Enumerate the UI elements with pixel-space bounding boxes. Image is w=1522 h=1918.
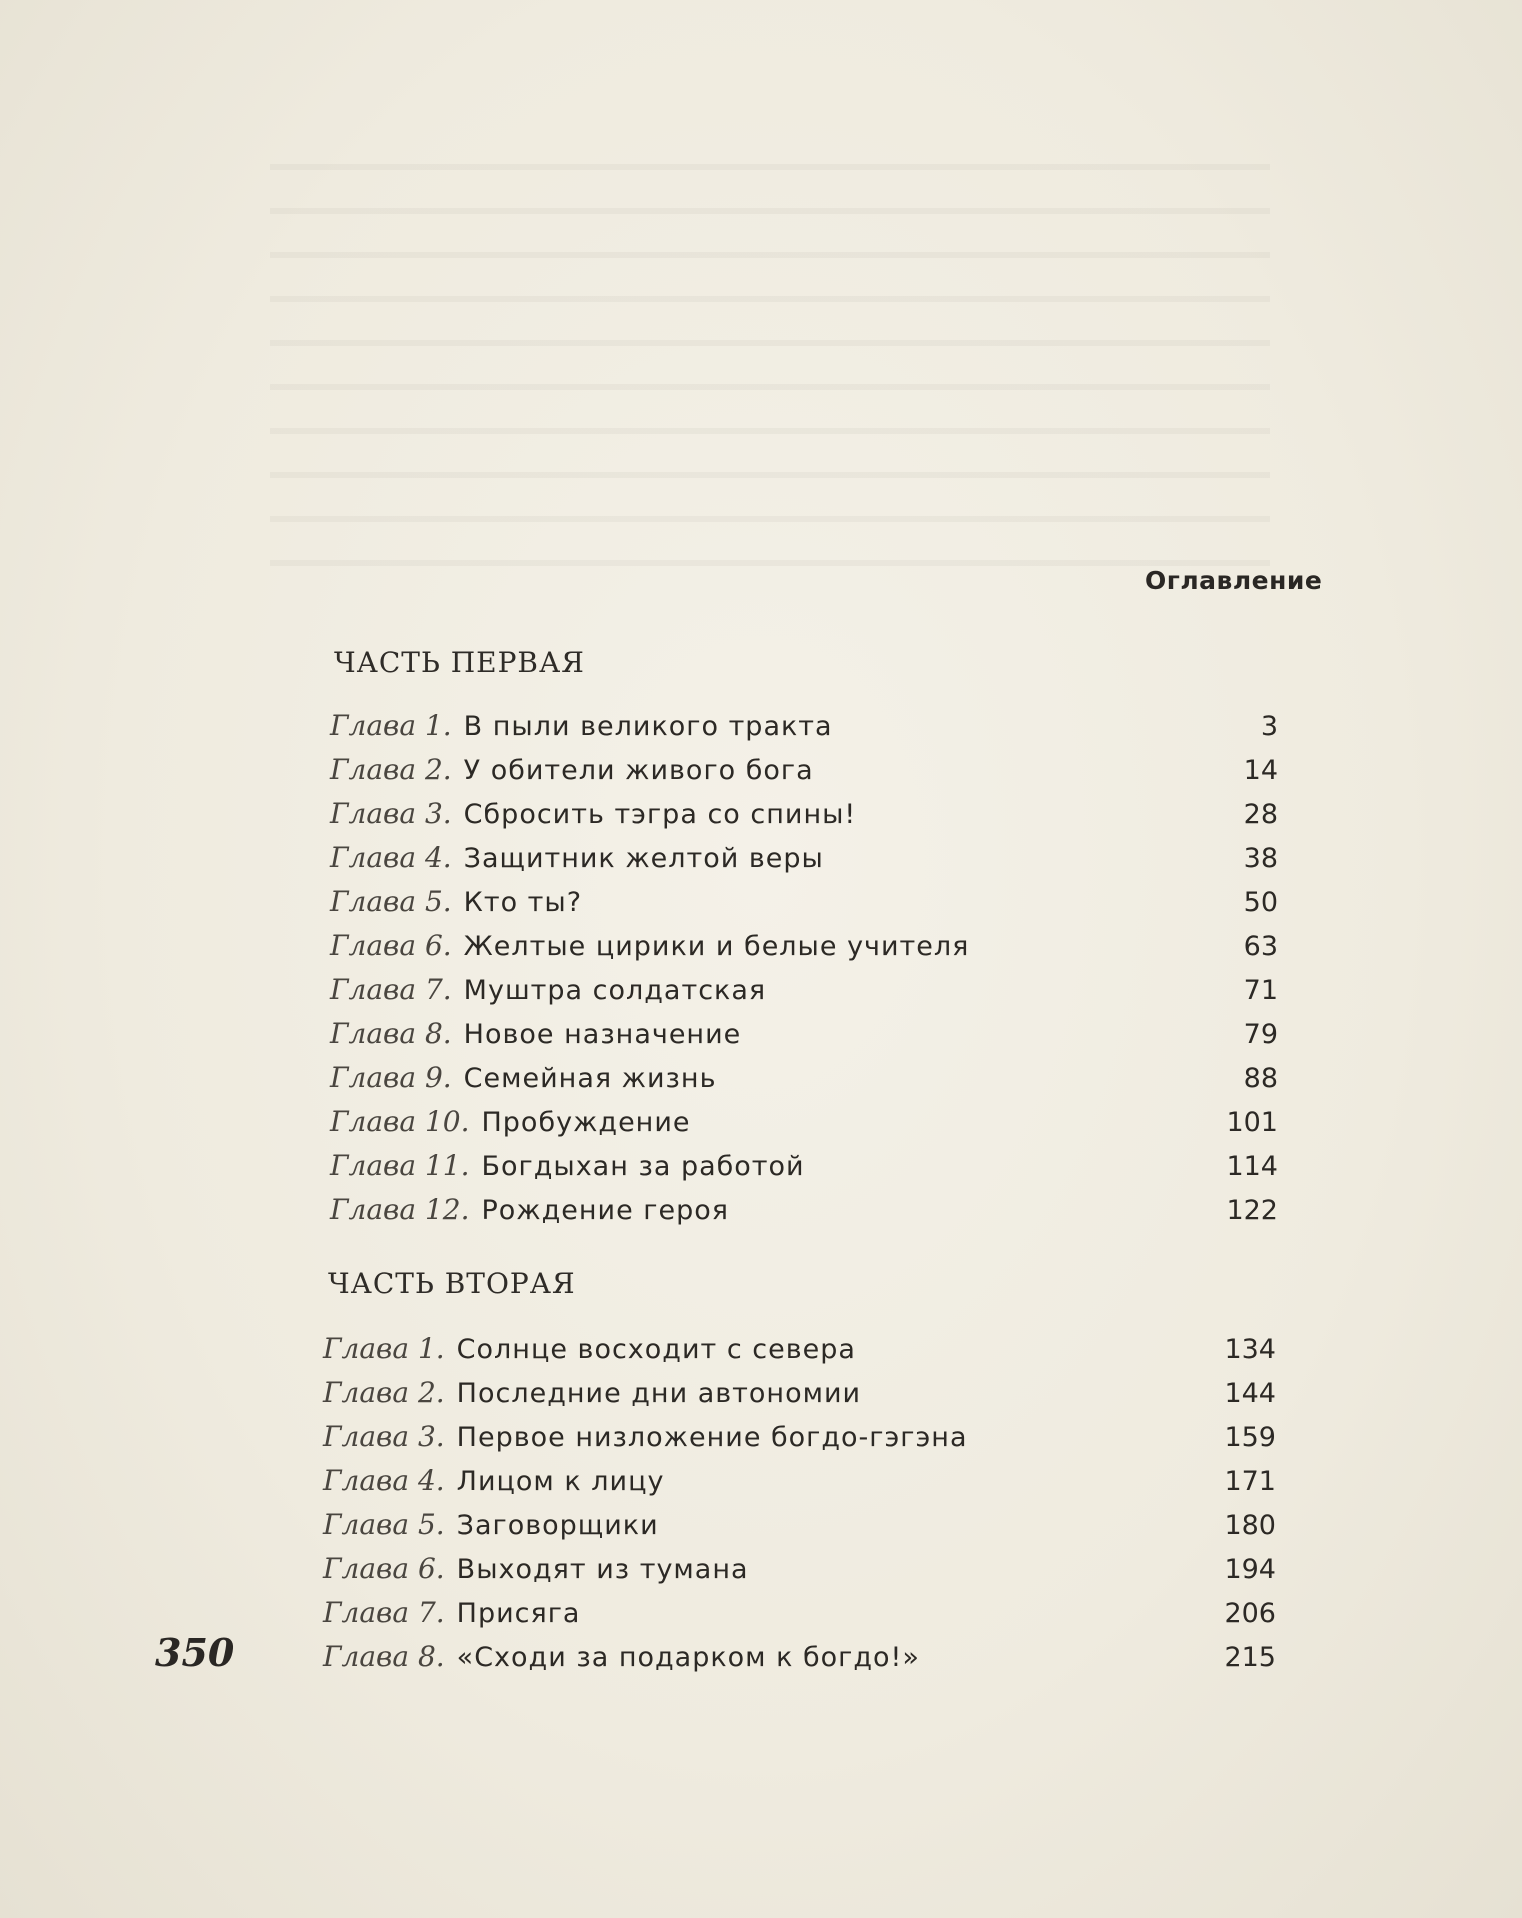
chapter-page-number: 3 — [1260, 711, 1278, 742]
bleed-through-texture — [270, 140, 1270, 580]
chapter-label: Глава 8. — [330, 1017, 452, 1050]
toc-entry — [323, 1459, 1276, 1503]
chapter-label: Глава 1. — [323, 1332, 445, 1365]
chapter-page-number: 144 — [1224, 1378, 1276, 1409]
chapter-page-number: 38 — [1243, 843, 1278, 874]
part-title: ЧАСТЬ ВТОРАЯ — [328, 1267, 576, 1300]
chapter-title: В пыли великого тракта — [463, 711, 833, 742]
toc-entry — [330, 836, 1278, 880]
chapter-title: Выходят из тумана — [456, 1554, 749, 1585]
chapter-title: Лицом к лицу — [456, 1466, 665, 1497]
part-title: ЧАСТЬ ПЕРВАЯ — [334, 646, 585, 679]
toc-entry — [330, 1100, 1278, 1144]
chapter-page-number: 79 — [1243, 1019, 1278, 1050]
chapter-title: Муштра солдатская — [463, 975, 767, 1006]
chapter-title: Пробуждение — [481, 1107, 691, 1138]
toc-entry — [330, 1012, 1278, 1056]
chapter-page-number: 194 — [1224, 1554, 1276, 1585]
chapter-label: Глава 7. — [330, 973, 452, 1006]
chapter-title: Последние дни автономии — [456, 1378, 862, 1409]
chapter-title: Богдыхан за работой — [481, 1151, 805, 1182]
toc-entry — [330, 1188, 1278, 1232]
chapter-title: Новое назначение — [463, 1019, 742, 1050]
chapter-title: Желтые цирики и белые учителя — [463, 931, 970, 962]
chapter-label: Глава 7. — [323, 1596, 445, 1629]
toc-entry — [323, 1415, 1276, 1459]
chapter-page-number: 215 — [1224, 1642, 1276, 1673]
toc-entry — [330, 748, 1278, 792]
chapter-label: Глава 5. — [323, 1508, 445, 1541]
chapter-label: Глава 3. — [323, 1420, 445, 1453]
chapter-title: Присяга — [456, 1598, 581, 1629]
chapter-label: Глава 2. — [330, 753, 452, 786]
chapter-label: Глава 12. — [330, 1193, 470, 1226]
toc-entry — [330, 968, 1278, 1012]
chapter-page-number: 206 — [1224, 1598, 1276, 1629]
chapter-page-number: 114 — [1226, 1151, 1278, 1182]
chapter-title: Заговорщики — [456, 1510, 659, 1541]
chapter-label: Глава 9. — [330, 1061, 452, 1094]
chapter-label: Глава 4. — [330, 841, 452, 874]
toc-entry — [330, 1056, 1278, 1100]
chapter-page-number: 50 — [1243, 887, 1278, 918]
toc-entry — [330, 704, 1278, 748]
toc-entry — [330, 924, 1278, 968]
chapter-page-number: 122 — [1226, 1195, 1278, 1226]
chapter-page-number: 101 — [1226, 1107, 1278, 1138]
toc-entry — [330, 792, 1278, 836]
chapter-page-number: 88 — [1243, 1063, 1278, 1094]
chapter-title: Кто ты? — [463, 887, 583, 918]
chapter-label: Глава 4. — [323, 1464, 445, 1497]
toc-list-part-2 — [323, 1327, 1276, 1679]
chapter-page-number: 180 — [1224, 1510, 1276, 1541]
chapter-label: Глава 6. — [323, 1552, 445, 1585]
toc-entry — [330, 1144, 1278, 1188]
chapter-label: Глава 2. — [323, 1376, 445, 1409]
chapter-title: «Сходи за подарком к богдо!» — [456, 1642, 920, 1673]
chapter-title: Семейная жизнь — [463, 1063, 717, 1094]
toc-entry — [323, 1635, 1276, 1679]
chapter-label: Глава 10. — [330, 1105, 470, 1138]
chapter-title: Защитник желтой веры — [463, 843, 824, 874]
chapter-page-number: 14 — [1243, 755, 1278, 786]
chapter-title: Первое низложение богдо-гэгэна — [456, 1422, 968, 1453]
toc-entry — [323, 1371, 1276, 1415]
toc-list-part-1 — [330, 704, 1278, 1232]
toc-entry — [323, 1591, 1276, 1635]
chapter-page-number: 159 — [1224, 1422, 1276, 1453]
chapter-page-number: 71 — [1243, 975, 1278, 1006]
toc-entry — [323, 1547, 1276, 1591]
toc-entry — [323, 1503, 1276, 1547]
chapter-page-number: 134 — [1224, 1334, 1276, 1365]
toc-entry — [330, 880, 1278, 924]
chapter-label: Глава 1. — [330, 709, 452, 742]
chapter-label: Глава 3. — [330, 797, 452, 830]
chapter-page-number: 63 — [1243, 931, 1278, 962]
chapter-label: Глава 11. — [330, 1149, 470, 1182]
chapter-page-number: 28 — [1243, 799, 1278, 830]
chapter-label: Глава 5. — [330, 885, 452, 918]
chapter-page-number: 171 — [1224, 1466, 1276, 1497]
toc-heading: Оглавление — [1145, 566, 1323, 595]
chapter-title: Сбросить тэгра со спины! — [463, 799, 857, 830]
chapter-title: У обители живого бога — [463, 755, 814, 786]
chapter-label: Глава 6. — [330, 929, 452, 962]
toc-entry — [323, 1327, 1276, 1371]
chapter-title: Рождение героя — [481, 1195, 729, 1226]
chapter-label: Глава 8. — [323, 1640, 445, 1673]
page-number: 350 — [155, 1630, 235, 1675]
chapter-title: Солнце восходит с севера — [456, 1334, 856, 1365]
